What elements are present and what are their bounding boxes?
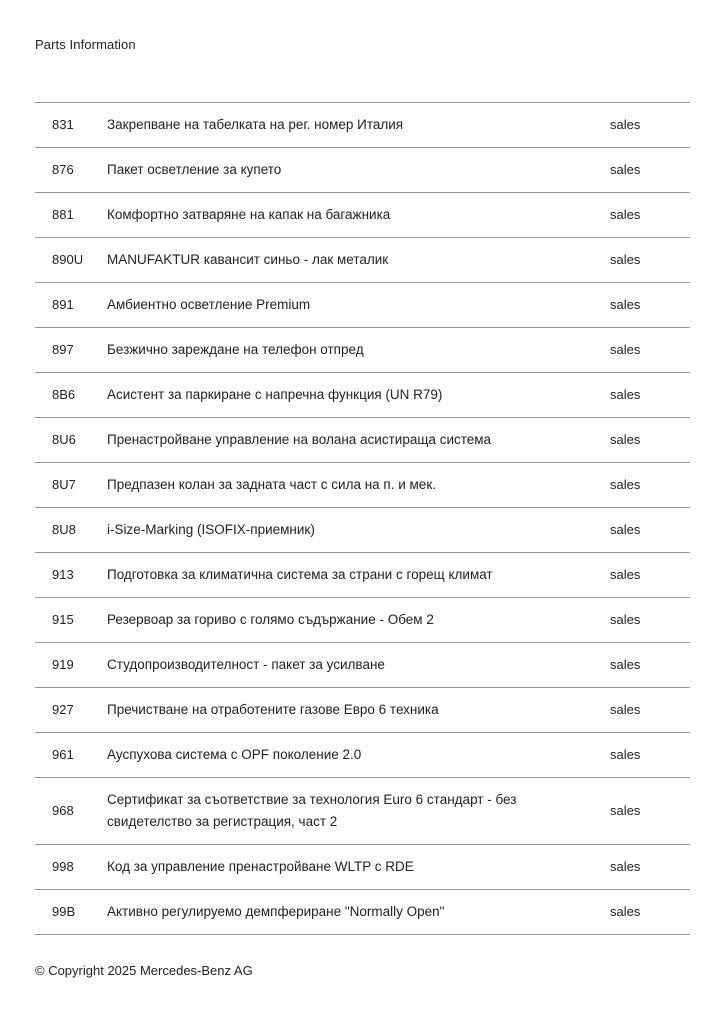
part-description: Ауспухова система с OPF поколение 2.0 [107, 747, 362, 762]
table-row [35, 598, 690, 643]
table-row [35, 193, 690, 238]
table-row [35, 238, 690, 283]
part-code: 897 [52, 342, 74, 357]
table-row [35, 845, 690, 890]
part-code: 8U7 [52, 477, 76, 492]
table-row [35, 418, 690, 463]
part-description: Предпазен колан за задната част с сила на п. и мек. [107, 477, 436, 492]
table-row [35, 643, 690, 688]
part-description: Безжично зареждане на телефон отпред [107, 342, 364, 357]
part-code: 961 [52, 747, 74, 762]
part-type: sales [610, 297, 641, 312]
part-code: 915 [52, 612, 74, 627]
part-type: sales [610, 477, 641, 492]
part-type: sales [610, 859, 641, 874]
table-row [35, 103, 690, 148]
part-code: 8B6 [52, 387, 76, 402]
part-code: 927 [52, 702, 74, 717]
part-code: 913 [52, 567, 74, 582]
table-row [35, 283, 690, 328]
part-code: 831 [52, 117, 74, 132]
table-row [35, 553, 690, 598]
part-code: 968 [52, 803, 74, 818]
table-row [35, 688, 690, 733]
part-code: 998 [52, 859, 74, 874]
part-description: Сертификат за съответствие за технология Euro 6 стандарт - без свидетелство за регистрация, част 2 [107, 792, 517, 829]
parts-table [35, 102, 690, 935]
part-type: sales [610, 657, 641, 672]
part-description: Активно регулируемо демпфериране "Normally Open" [107, 904, 445, 919]
part-code: 876 [52, 162, 74, 177]
part-code: 890U [52, 252, 84, 267]
part-type: sales [610, 803, 641, 818]
table-row [35, 328, 690, 373]
part-type: sales [610, 904, 641, 919]
part-description: i-Size-Marking (ISOFIX-приемник) [107, 522, 315, 537]
part-code: 8U6 [52, 432, 76, 447]
table-row [35, 373, 690, 418]
part-description: MANUFAKTUR кавансит синьо - лак металик [107, 252, 389, 267]
part-description: Код за управление пренастройване WLTP с RDE [107, 859, 414, 874]
part-description: Асистент за паркиране с напречна функция (UN R79) [107, 387, 443, 402]
part-description: Пречистване на отработените газове Евро 6 техника [107, 702, 439, 717]
part-code: 881 [52, 207, 74, 222]
part-type: sales [610, 162, 641, 177]
part-code: 8U8 [52, 522, 76, 537]
table-row [35, 778, 690, 845]
part-type: sales [610, 117, 641, 132]
table-row [35, 733, 690, 778]
part-type: sales [610, 702, 641, 717]
part-description: Пренастройване управление на волана асистираща система [107, 432, 492, 447]
part-type: sales [610, 522, 641, 537]
page-title: Parts Information [35, 37, 136, 52]
part-type: sales [610, 567, 641, 582]
part-description: Студопроизводителност - пакет за усилване [107, 657, 385, 672]
part-type: sales [610, 342, 641, 357]
part-description: Комфортно затваряне на капак на багажника [107, 207, 391, 222]
table-row [35, 508, 690, 553]
part-description: Пакет осветление за купето [107, 162, 282, 177]
part-description: Подготовка за климатична система за страни с горещ климат [107, 567, 493, 582]
table-row [35, 463, 690, 508]
table-row [35, 148, 690, 193]
part-type: sales [610, 612, 641, 627]
part-code: 919 [52, 657, 74, 672]
table-row [35, 890, 690, 935]
part-type: sales [610, 747, 641, 762]
part-type: sales [610, 252, 641, 267]
part-code: 99B [52, 904, 76, 919]
part-code: 891 [52, 297, 74, 312]
part-description: Закрепване на табелката на рег. номер Италия [107, 117, 404, 132]
part-type: sales [610, 387, 641, 402]
part-type: sales [610, 432, 641, 447]
part-description: Резервоар за гориво с голямо съдържание - Обем 2 [107, 612, 434, 627]
part-description: Амбиентно осветление Premium [107, 297, 311, 312]
part-type: sales [610, 207, 641, 222]
copyright-footer: © Copyright 2025 Mercedes-Benz AG [35, 963, 253, 978]
